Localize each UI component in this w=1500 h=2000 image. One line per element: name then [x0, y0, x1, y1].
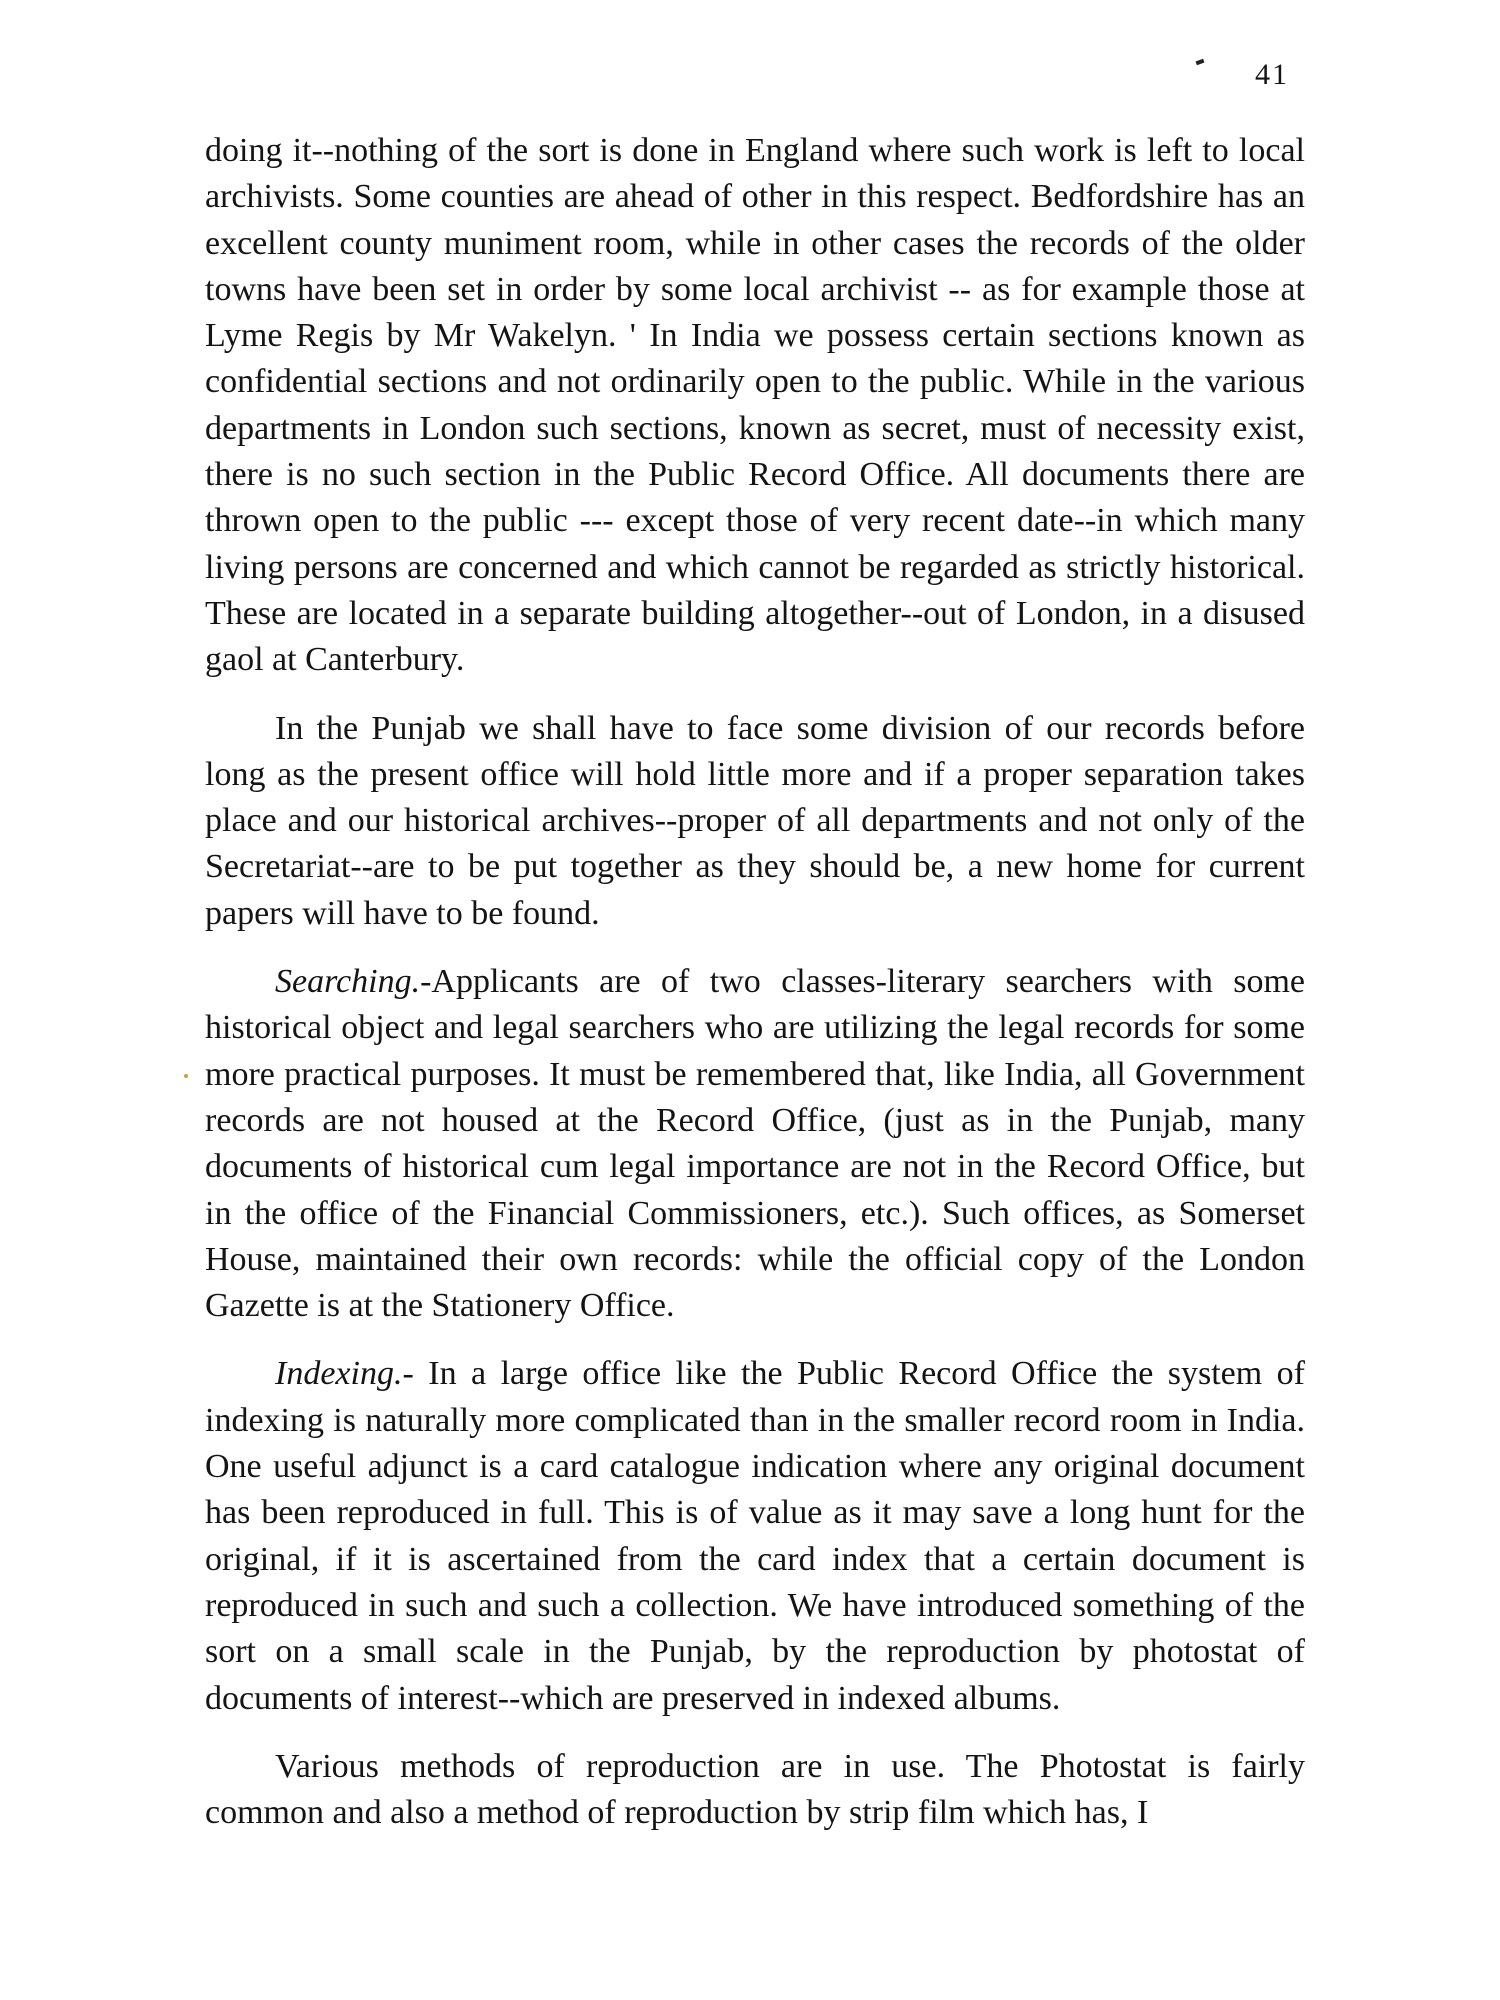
- stray-dot: [184, 1074, 188, 1078]
- paragraph-4-body: - In a large office like the Public Record Office the system of indexing is naturally more complicated than in the smaller record room in India. One useful adjunct is a card catalogue indication where any original document has been reproduced in full. This is of value as it may save a long hunt for the original, if it is ascertained from the card index that a certain document is reproduced in such and such a collection. We have introduced something of the sort on a small scale in the Punjab, by the reproduction by photostat of documents of interest--which are preserved in indexed albums.: [205, 1355, 1305, 1717]
- paragraph-5: Various methods of reproduction are in use. The Photostat is fairly common and also a method of reproduction by strip film which has, I: [205, 1747, 1305, 1832]
- body-text: [205, 128, 1305, 1858]
- page-number: 41: [1255, 58, 1289, 91]
- paragraph-3-body: -Applicants are of two classes-literary searchers with some historical object and legal searchers who are utilizing the legal records for some more practical purposes. It must be remembered that, like India, all Government records are not housed at the Record Office, (just as in the Punjab, many documents of historical cum legal importance are not in the Record Office, but in the office of the Financial Commissioners, etc.). Such offices, as Somerset House, maintained their own records: while the official copy of the London Gazette is at the Stationery Office.: [205, 963, 1305, 1325]
- paragraph-1: doing it--nothing of the sort is done in England where such work is left to local archivists. Some counties are ahead of other in this respect. Bedfordshire has an excellent county muniment room, while in other cases the records of the older towns have been set in order by some local archivist -- as for example those at Lyme Regis by Mr Wakelyn. ' In India we possess certain sections known as confidential sections and not ordinarily open to the public. While in the various departments in London such sections, known as secret, must of necessity exist, there is no such section in the Public Record Office. All documents there are thrown open to the public --- except those of very recent date--in which many living persons are concerned and which cannot be regarded as strictly historical. These are located in a separate building altogether--out of London, in a disused gaol at Canterbury.: [205, 132, 1305, 679]
- stray-mark: [1196, 59, 1205, 65]
- paragraph-3: [205, 959, 1305, 1329]
- section-heading-indexing: Indexing.: [275, 1355, 403, 1393]
- section-heading-searching: Searching.: [275, 963, 421, 1001]
- paragraph-2: In the Punjab we shall have to face some division of our records before long as the present office will hold little more and if a proper separation takes place and our historical archives--proper of all departments and not only of the Secretariat--are to be put together as they should be, a new home for current papers will have to be found.: [205, 709, 1305, 932]
- paragraph-4: [205, 1351, 1305, 1721]
